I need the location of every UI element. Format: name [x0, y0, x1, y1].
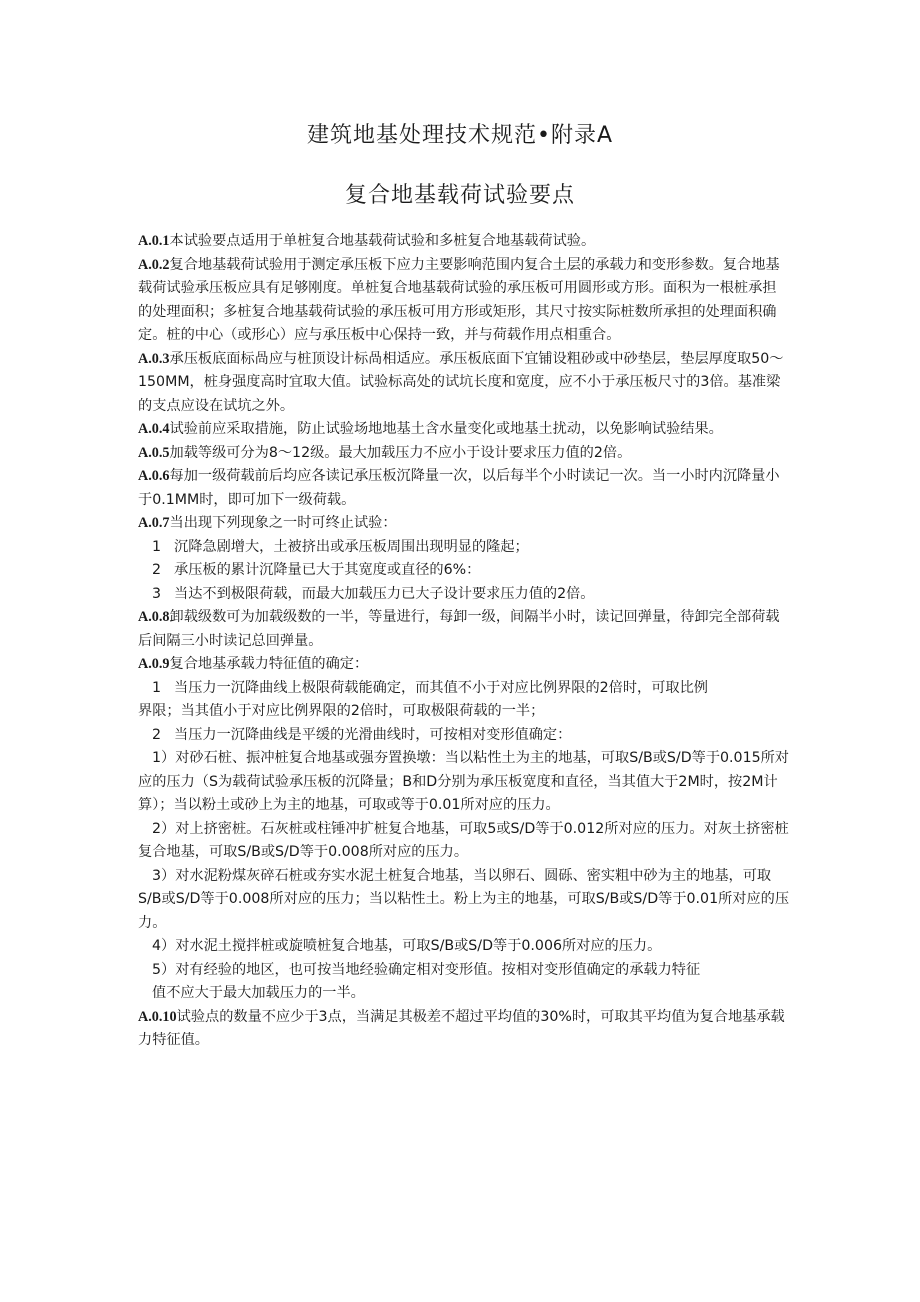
sub-item: 5）对有经验的地区，也可按当地经验确定相对变形值。按相对变形值确定的承载力特征 值不应大于最大加载压力的一半。 — [152, 961, 701, 1001]
list-item-continuation: 界限；当其值小于对应比例界限的2倍时，可取极限荷载的一半； — [138, 703, 545, 719]
sub-item: 2）对上挤密桩。石灰桩或柱锤冲扩桩复合地基，可取5或S/D等于0.012所对应的压力。对灰土挤密桩复合地基，可取S/B或S/D等于0.008所对应的压力。 — [138, 820, 789, 860]
section-a09: A.0.9复合地基承载力特征值的确定： — [138, 656, 369, 672]
section-a03: A.0.3承压板底面标咼应与桩顶设计标咼相适应。承压板底面下宜铺设粗砂或中砂垫层，垫层厚度取50～150MM，桩身强度高时宜取大值。试验标高处的试坑长度和宽度，应不小于承压板尺寸的3倍。基准梁的支点应设在试坑之外。 — [138, 350, 784, 414]
list-item: 2 承压板的累计沉降量已大于其宽度或直径的6%： — [152, 562, 481, 578]
list-item: 1 当压力一沉降曲线上极限荷载能确定，而其值不小于对应比例界限的2倍时，可取比例 — [152, 679, 708, 696]
section-a01: A.0.1本试验要点适用于单桩复合地基载荷试验和多桩复合地基载荷试验。 — [138, 233, 596, 249]
document-title: 建筑地基处理技术规范•附录A — [306, 123, 614, 148]
section-a02: A.0.2复合地基载荷试验用于测定承压板下应力主要影响范围内复合土层的承载力和变形参数。复合地基载荷试验承压板应具有足够刚度。单桩复合地基载荷试验的承压板可用圆形或方形。面积为一根桩承担的处理面积；多桩复合地基载荷试验的承压板可用方形或矩形，其尺寸按实际桩数所承担的处理面积确定。桩的中心（或形心）应与承压板中心保持一致，并与荷载作用点相重合。 — [138, 256, 780, 343]
document-body — [138, 230, 790, 1053]
list-item: 2 当压力一沉降曲线是平缓的光滑曲线时，可按相对变形值确定： — [152, 726, 572, 743]
section-a06: A.0.6每加一级荷载前后均应各读记承压板沉降量一次，以后每半个小时读记一次。当一小时内沉降量小于0.1MM时，即可加下一级荷载。 — [138, 468, 780, 508]
section-a07: A.0.7当出现下列现象之一时可终止试验： — [138, 515, 397, 531]
list-item: 1 沉降急剧增大，土被挤出或承压板周围出现明显的隆起； — [152, 538, 529, 555]
section-a08: A.0.8卸载级数可为加载级数的一半，等量进行，每卸一级，间隔半小时，读记回弹量，待卸完全部荷载后间隔三小时读记总回弹量。 — [138, 609, 780, 649]
section-a010: A.0.10试验点的数量不应少于3点，当满足其极差不超过平均值的30%时，可取其平均值为复合地基承载力特征值。 — [138, 1008, 785, 1048]
list-item: 3 当达不到极限荷载，而最大加载压力已大子设计要求压力值的2倍。 — [152, 585, 595, 602]
sub-item: 3）对水泥粉煤灰碎石桩或夯实水泥土桩复合地基，当以卵石、圆砾、密实粗中砂为主的地基，可取S/B或S/D等于0.008所对应的压力；当以粘性土。粉上为主的地基，可取S/B或S/D等于0.01所对应的压力。 — [138, 867, 790, 931]
sub-item: 1）对砂石桩、振冲桩复合地基或强夯置换墩：当以粘性土为主的地基，可取S/B或S/D等于0.015所对应的压力（S为载荷试验承压板的沉降量；B和D分别为承压板宽度和直径，当其值大于2M时，按2M计算）；当以粉土或砂上为主的地基，可取或等于0.01所对应的压力。 — [138, 750, 789, 813]
section-a04: A.0.4试验前应采取措施，防止试验场地地基土含水量变化或地基土扰动，以免影响试验结果。 — [138, 421, 723, 437]
section-a05: A.0.5加载等级可分为8～12级。最大加载压力不应小于设计要求压力值的2倍。 — [138, 444, 632, 461]
sub-item: 4）对水泥土搅拌桩或旋喷桩复合地基，可取S/B或S/D等于0.006所对应的压力。 — [152, 938, 662, 954]
document-subtitle: 复合地基载荷试验要点 — [344, 183, 575, 208]
